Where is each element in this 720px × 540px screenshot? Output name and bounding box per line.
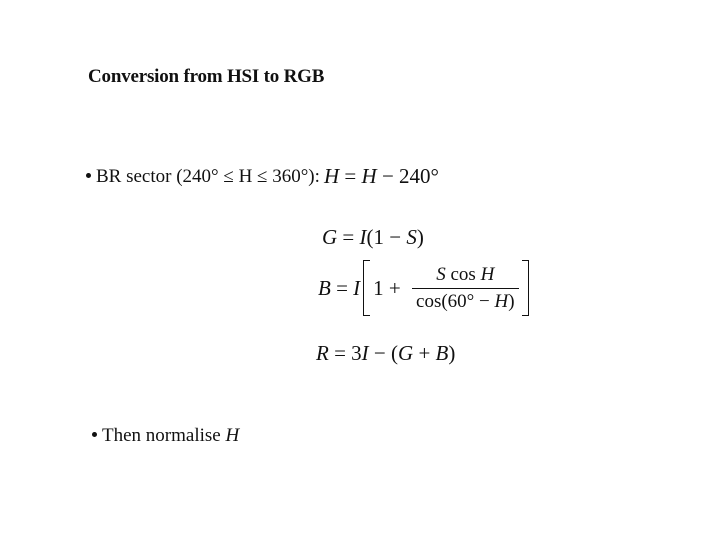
bullet-br-sector xyxy=(86,166,320,188)
numerator-cos: cos xyxy=(445,263,481,285)
equation-r-close: ) xyxy=(448,341,456,365)
equation-r-open: − ( xyxy=(368,341,399,365)
bullet-normalise-text: Then normalise xyxy=(102,425,226,446)
equation-r-lhs: R xyxy=(316,341,329,365)
denominator-suffix: ) xyxy=(508,290,515,312)
bullet-normalise xyxy=(92,425,239,447)
bullet-dot-icon xyxy=(92,432,97,437)
bullet-normalise-var: H xyxy=(225,425,240,446)
equation-b-equals: = xyxy=(330,275,354,300)
equation-g-equals: = xyxy=(337,225,360,249)
equation-h-rhs-var: H xyxy=(361,164,377,188)
equation-r-equals: = 3 xyxy=(328,341,362,365)
equation-h-equals: = xyxy=(339,164,362,188)
equation-g xyxy=(322,225,424,250)
equation-g-s: S xyxy=(406,225,417,249)
numerator-h: H xyxy=(480,263,495,285)
denominator-h: H xyxy=(494,290,509,312)
bullet-dot-icon xyxy=(86,173,91,178)
left-bracket-icon xyxy=(363,260,370,316)
denominator-prefix: cos(60° − xyxy=(416,290,495,312)
equation-b xyxy=(318,256,532,320)
equation-h-lhs: H xyxy=(324,164,340,188)
bullet-br-sector-text: BR sector (240° ≤ H ≤ 360°): xyxy=(96,166,320,187)
equation-r-g: G xyxy=(398,341,414,365)
numerator-s: S xyxy=(436,263,446,285)
equation-g-lhs: G xyxy=(322,225,338,249)
slide-title: Conversion from HSI to RGB xyxy=(88,66,325,87)
equation-b-i: I xyxy=(353,275,361,300)
equation-r-i: I xyxy=(361,341,369,365)
equation-b-one-plus: 1 + xyxy=(373,275,407,300)
equation-g-paren-close: ) xyxy=(416,225,424,249)
equation-h-rhs-rest: − 240° xyxy=(376,164,439,188)
equation-h xyxy=(324,164,439,189)
equation-r xyxy=(316,341,455,366)
equation-g-i: I xyxy=(359,225,367,249)
equation-b-fraction xyxy=(412,264,519,313)
equation-g-paren-open: (1 − xyxy=(366,225,407,249)
equation-r-b: B xyxy=(435,341,449,365)
fraction-denominator xyxy=(412,289,519,313)
equation-b-lhs: B xyxy=(318,275,331,300)
fraction-numerator xyxy=(432,264,498,288)
right-bracket-icon xyxy=(522,260,529,316)
equation-r-plus: + xyxy=(413,341,436,365)
